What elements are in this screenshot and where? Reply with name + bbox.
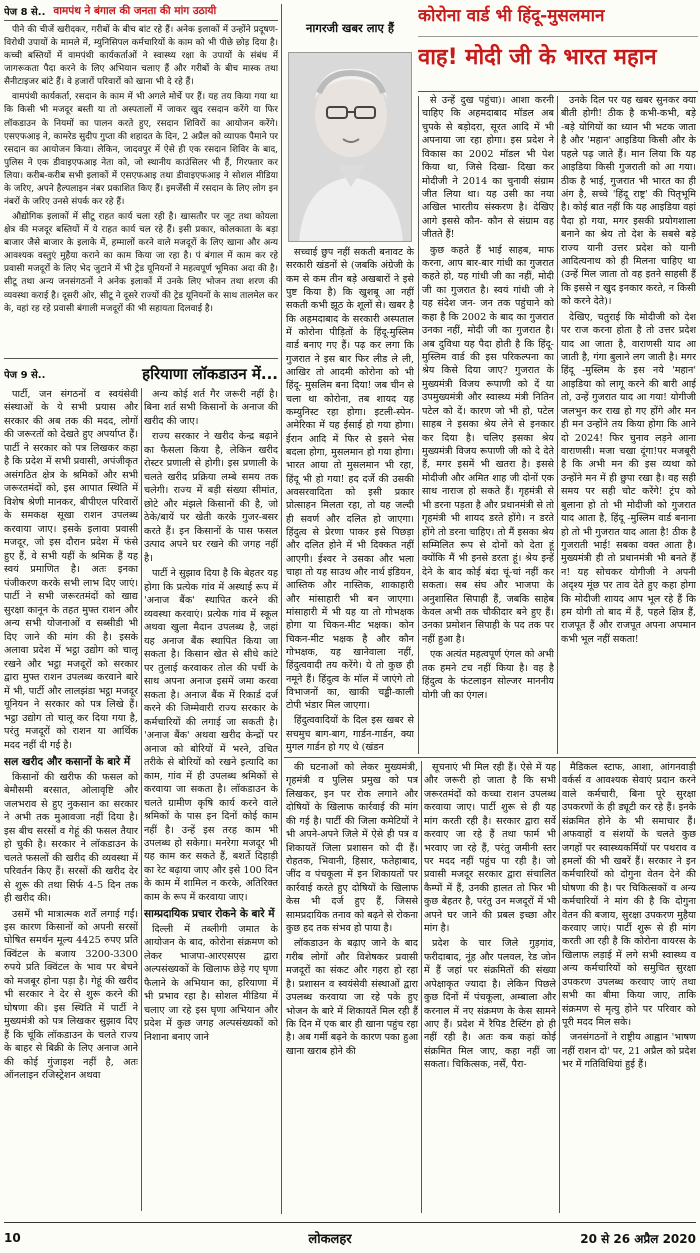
column-rule xyxy=(141,388,142,1211)
section-rule xyxy=(4,358,278,359)
article-body xyxy=(4,24,278,316)
paragraph: मैडिकल स्टाफ, आशा, आंगनवाड़ी वर्कर्स व आवश्यक सेवाएं प्रदान करने वाले कर्मचारी, बिना पूरे सुरक्षा उपकरणों के ही ड्यूटी कर रहे हैं। इनके संक्रमित होने के भी समाचार हैं। अफवाहों व संशयों के चलते कुछ जगहों पर स्वास्थ्यकर्मियों पर पथराव व हमलों की भी खबरें हैं। सरकार ने इन कर्मचारियों को दोगुना वेतन देने की घोषणा की है। पर चिकित्सकों व अन्य कर्मचारियों ने मांग की है कि दोगुना वेतन की बजाय, सुरक्षा उपकरण मुहैया करवाए जाएं। पार्टी शुरू से ही मांग करती आ रही है कि कोरोना वायरस के खिलाफ लड़ाई में लगे सभी स्वास्थ्य व अन्य कर्मचारियों को समुचित सुरक्षा उपकरण उपलब्ध करवाए जाएं तथा सभी का बीमा किया जाए, ताकि संक्रमण से मृत्यु होने पर परिवार को पूरी मदद मिल सके। xyxy=(562,762,696,1029)
left-top-article xyxy=(4,4,278,354)
paragraph: हिंदुत्ववादियों के दिल इस खबर से सचमुच बाग-बाग, गार्डन-गार्डन, क्या मुगल गार्डन हो गए थे (खंडन xyxy=(286,715,414,754)
paragraph: लॉकडाउन के बढ़ाए जाने के बाद गरीब लोगों और विशेषकर प्रवासी मजदूरों का संकट और गहरा हो रहा है। प्रशासन व स्वयंसेवी संस्थाओं द्वारा उपलब्ध करवाया जा रहे पके हुए भोजन के बारे में शिकायतें मिल रही हैं कि दिन में एक बार ही खाना पहुंच रहा है। अब गर्मी बढ़ने के कारण पका हुआ खाना खराब होने की xyxy=(286,938,418,1057)
continued-column-3 xyxy=(562,761,696,1213)
publication-name: लोकलहर xyxy=(308,1232,352,1247)
article-headline: हरियाणा लॉकडाउन में... xyxy=(142,365,278,383)
paragraph: राज्य सरकार ने खरीद केन्द्र बढ़ाने का फैसला किया है, लेकिन खरीद रोस्टर प्रणाली से होगी। इस प्रणाली के चलते खरीद प्रक्रिया लम्बे समय तक चलेगी। राज्य में बड़ी संख्या सीमांत, छोटे और मंझले किसानों की है, जो ठेके/बायें पर खेती करके गुजर-बसर करते हैं। इन किसानों के पास फसल उत्पाद अपने घर रखने की जगह नहीं है। xyxy=(144,431,278,564)
title-line-1: कोरोना वार्ड भी हिंदू-मुसलमान xyxy=(418,4,698,37)
column-body-2 xyxy=(422,94,554,754)
byline: नागरजी खबर लाए हैं xyxy=(306,20,394,35)
paragraph: सच्चाई छुप नहीं सकती बनावट के सरकारी खंडनों से (जबकि अंग्रेजी के कम से कम तीन बड़े अखबारों ने इसे पुष्ट किया है) कि खुशबू आ नहीं सकती कभी झूठ के शूलों से। खबर है कि अहमदाबाद के सरकारी अस्पताल में कोरोना पीड़ितों के हिंदू-मुस्लिम वार्ड बनाए गए हैं। पढ़ कर लगा कि गुजरात ने इस बार फिर लीड ले ली, आखिर तो आदमी कोरोना को भी हिंदू- मुसलिम बना दिया! जब चीन से चला था कोरोना, तब शायद यह कम्युनिस्ट रहा होगा। इटली-स्पेन-अमेरिका में यह ईसाई हो गया होगा। ईरान आदि में फिर से इसने भेस बदला होगा, मुसलमान हो गया होगा। भारत आया तो मुसलमान भी रहा, हिंदू भी हो गया! हद दर्जे की उसकी अवसरवादिता को इसी प्रकार प्रोत्साहन मिलता रहा, तो यह जल्दी ही सवर्ण और दलित हो जाएगा। हिंदुत्व से प्रेरणा पाकर इसे पिछड़ा और दलित होने में भी दिक्कत नहीं आएगी। ईश्वर ने उसका और भला चाहा तो यह साउथ और नार्थ इंडियन, आस्तिक और नास्तिक, शाकाहारी और मांसाहारी भी बन जाएगा। मांसाहारी में भी यह या तो गोभक्षक होगा या चिकन-मीट भक्षक। कोन चिकन-मीट भक्षक है और कौन गोभक्षक, यह खानेवाला नहीं, हिंदुत्ववादी तय करेंगे। ये तो कुछ ही नमूने हैं। हिंदुत्व के मॉल में जाएंगे तो विभाजनों का, खाकी चड्ढी-काली टोपी भंडार मिल जाएगा। xyxy=(286,247,414,712)
paragraph: पीने की चीजें खरीदकर, गरीबों के बीच बांट रहे हैं। अनेक इलाकों में उन्होंने प्रदूषण-विरोधी उपायों के मामले में, म्युनिसिपल कर्मचारियों के काम को भी पीछे छोड़ दिया है। कच्ची बस्तियों में वामपंथी कार्यकर्ताओं ने स्वास्थ्य रक्षा के उपायों के संबंध में जागरूकता पैदा करने के लिए अभियान चलाए हैं और गरीबों के बीच मास्क तथा सैनीटाइजर बांटे हैं। वे हजारों परिवारों को खाना भी दे रहे हैं। xyxy=(4,25,278,88)
paragraph: एक अत्यंत महत्वपूर्ण एंगल को अभी तक हमने टच नहीं किया है। वह है हिंदुत्व के फंटलाइन सोल्जर माननीय योगी जी का एंगल। xyxy=(422,649,554,701)
paragraph: की घटनाओं को लेकर मुख्यमंत्री, गृहमंत्री व पुलिस प्रमुख को पत्र लिखकर, इन पर रोक लगाने और दोषियों के खिलाफ कार्रवाई की मांग की गई है। पार्टी की जिला कमेटियों ने भी अपने-अपने जिले में ऐसे ही पत्र व शिकायतें जिला प्रशासन को दी हैं। रोहतक, भिवानी, हिसार, फतेहाबाद, जींद व पंचकूला में इन शिकायतों पर कार्रवाई करते हुए दोषियों के खिलाफ केस भी दर्ज हुए हैं, जिससे सामप्रदायिक तनाव को बढ़ने से रोकना कुछ हद तक संभव हो पाया है। xyxy=(286,762,418,935)
article-headline: वामपंथ ने बंगाल की जनता की मांग उठायी xyxy=(53,5,217,17)
paragraph: जनसंगठनों ने राष्ट्रीय आह्वान 'भाषण नहीं राशन दो' पर, 21 अप्रैल को प्रदेश भर में गतिविधियां हुई हैं। xyxy=(562,1032,696,1071)
paragraph: सूचनाएं भी मिल रही हैं। ऐसे में यह और जरूरी हो जाता है कि सभी जरूरतमंदों को कच्चा राशन उपलब्ध करवाया जाए। पार्टी शुरू से ही यह मांग करती रही है। सरकार द्वारा सर्वे करवाए जा रहे हैं तथा फार्म भी भरवाए जा रहे हैं, परंतु जमीनी स्तर पर मदद नहीं पहुंच पा रही है। जो प्रवासी मजदूर सरकार द्वारा संचालित कैम्पों में हैं, उनकी हालत तो फिर भी कुछ बेहतर है, परंतु उन मजदूरों में भी अपने घर जाने की प्रबल इच्छा और मांग है। xyxy=(424,762,556,935)
paragraph: पार्टी, जन संगठनों व स्वयंसेवी संस्थाओं के ये सभी प्रयास और सरकार की अब तक की मदद, लोगों की जरूरतों को देखते हुए अपर्याप्त हैं। पार्टी ने सरकार को पत्र लिखकर कहा है कि प्रदेश में सभी प्रवासी, अपंजीकृत असंगठित क्षेत्र के श्रमिकों और सभी जरूरतमंदों को, इस आपात स्थिति में विशेष श्रेणी मानकर, बीपीएल परिवारों के समकक्ष सूखा राशन उपलब्ध करवाया जाए। इसके इलावा प्रवासी मजदूर, जो इस दौरान प्रदेश में फंसे हुए हैं, वे सभी यहीं के श्रमिक हैं यह स्वयं प्रमाणित है। अतः इनका पंजीकरण करके सभी लाभ दिए जाएं। पार्टी ने सभी जरूरतमंदों को खाद्य सुरक्षा कानून के तहत मुफ्त राशन और अन्य सभी योजनाओं व सब्सीडी भी दिए जाने की मांग की है। इसके अलावा प्रदेश में भट्ठा उद्योग को चालू रखने और भट्ठा मजदूरों को सरकार द्वारा मुफ्त राशन उपलब्ध करवाने बारे में भी, पार्टी और लालझंडा भट्ठा मजदूर यूनियन ने सरकार को पत्र लिखे हैं। भट्ठा उद्योग तो चालू कर दिया गया है, परंतु मजदूरों को राशन या आर्थिक मदद नहीं दी गई है। xyxy=(4,389,138,751)
paragraph: देखिए, चतुराई कि मोदीजी को देश पर राज करना होता है तो उत्तर प्रदेश याद आ जाता है, वाराणसी याद आ जाती है, गंगा बुलाने लग जाती है। मगर हिंदू -मुस्लिम के इस नये 'महान' आइडिया को लागू करने की बारी आई तो, उन्हें गुजरात याद आ गया! योगीजी जलभुन कर राख हो गए होंगे और मन ही मन उन्होंने तय किया होगा कि आने दो 2024! फिर चुनाव लड़ने आना वाराणसी। मजा चखा दूंगा!पर मजबूरी है कि अभी मन की इस व्यथा को उन्होंने मन में ही छुपा रखा है। वह सही समय पर सही चोट करेंगे! ट्रंप को बुलाना हो तो भी मोदीजी को गुजरात याद आता है, हिंदू -मुस्लिम वार्ड बनाना हो तो भी गुजरात याद आता है! ठीक है गुजराती भाई! सबका वक्त आता है। मुख्यमंत्री ही तो प्रधानमंत्री भी बनते हैं न! यह सोचकर योगीजी ने अपनी अदृश्य मूंछ पर ताव देते हुए कहा होगा कि मोदीजी शायद आप भूल रहे हैं कि हम योगी तो बाद में हैं, पहले क्षित्र हैं, राजपूत हैं और राजपूत अपना अपमान कभी भूल नहीं सकता! xyxy=(561,311,696,645)
column-body-1 xyxy=(286,246,414,754)
paragraph: पार्टी ने सुझाव दिया है कि बेहतर यह होगा कि प्रत्येक गांव में अस्थाई रूप में 'अनाज बैंक' स्थापित करने की व्यवस्था करवाएं। प्रत्येक गांव में स्कूल अथवा खुला मैदान उपलब्ध है, जहां यह अनाज बैंक स्थापित किया जा सकता है। किसान खेत से सीधे कांटे पर तुलाई करवाकर तोल की पर्ची के साथ अपना अनाज इसमें जमा करवा सकता है। अनाज बैंक में रिकार्ड दर्ज करने की जिम्मेवारी राज्य सरकार के कर्मचारियों की लगाई जा सकती है। 'अनाज बैंक' अथवा खरीद केन्द्रों पर अनाज को बोरियों में भरने, उचित तरीके से बोरियों को रखने इत्यादि का काम, गांव में ही उपलब्ध श्रमिकों से करवाया जा सकता है। लॉकडाउन के चलते ग्रामीण कृषि कार्य करने वाले श्रमिकों के पास इन दिनों कोई काम नहीं है। उन्हें इस तरह काम भी उपलब्ध हो सकेगा। मनरेगा मजदूर भी यह काम कर सकते हैं, बशर्ते दिहाड़ी का रेट बढ़ाया जाए और इसे 100 दिन के काम में शामिल न करके, अतिरिक्त काम के रूप में करवाया जाए। xyxy=(144,568,278,903)
section-rule xyxy=(284,757,696,758)
paragraph: उनके दिल पर यह खबर सुनकर क्या बीती होगी! ठीक है कभी-कभी, बड़े -बड़े योगियों का ध्यान भी भटक जाता है और 'महान' आइडिया किसी और के पहले पढ़ जाते हैं। मान लिया कि यह आइडिया किसी गुजराती को आ गया। ठीक है भाई, गुजरात भी भारत का ही अंग है, सच्चे 'हिंदू राष्ट्र' की पितृभूमि है। कोई बात नहीं कि यह आइडिया वहां पैदा हो गया, मगर इसकी प्रयोगशाला बनाने का श्रेय तो देश के सबसे बड़े राज्य यानी उत्तर प्रदेश को यानी आदित्यनाथ को ही मिलना चाहिए था (उन्हें मिल जाता तो वह इतने साहसी हैं कि इससे न खुद इनकार करते, न किसी को करने देते)। xyxy=(561,95,696,308)
paragraph: से उन्हें दुख पहुंचा)। आशा करनी चाहिए कि अहमदाबाद मॉडल अब चुपके से बड़ोदरा, सूरत आदि में भी अपनाया जा रहा होगा। इस प्रदेश ने विकास का 2002 मॉडल भी पेश किया था, जिसे दिखा- दिखा कर मोदीजी ने 2014 का चुनावी संग्राम जीत लिया था। यह उसी का नया अखिल भारतीय संस्करण है। देखिए आगे इससे कौन- कौन से संग्राम वह जीतते हैं! xyxy=(422,95,554,241)
continued-kicker: पेज 8 से.. xyxy=(4,7,46,18)
haryana-column-1 xyxy=(4,388,138,1211)
paragraph: कुछ कहते हैं भाई साहब, माफ करना, आप बार-बार गांधी का गुजरात कहते हो, यह गांधी जी का नहीं, मोदी जी का गुजरात है। स्वयं गांधी जी ने यह संदेश जन- जन तक पहुंचाने को कहा है कि 2002 के बाद का गुजरात उनका नहीं, मोदी जी का गुजरात है। अब दुविधा यह पैदा होती है कि हिंदू- मुस्लिम वार्ड की इस परिकल्पना का श्रेय किसे दिया जाए? गुजरात के मुख्यमंत्री विजय रूपाणी को दें या उपमुख्यमंत्री और स्वास्थ्य मंत्री नितिन पटेल को दें। कारण जो भी हो, पटेल साहब ने इसका श्रेय लेने से इनकार कर दिया है। चलिए इसका श्रेय मुख्यमंत्री विजय रूपाणी जी को दे देते हैं, मगर इसमें भी खतरा है। इससे मोदीजी और अमित शाह जी दोनों एक साथ नाराज हो सकते हैं। गृहमंत्री से भी डरना पड़ता है और प्रधानमंत्री से तो गृहमंत्री भी शायद डरते होंगे। न डरते होंगे तो डरना चाहिए। तो मैं इसका श्रेय सम्मिलित रूप से दोनों को देता हूं क्योंकि मैं भी इनसे डरता हूं। श्रेय इन्हें देने के बाद कोई बंदा चूं-चां नहीं कर सकता। सब संघ और भाजपा के अनुशासित सिपाही हैं, जबकि साहेब केवल अभी तक चौकीदार बने हुए हैं। उनका प्रमोशन सिपाही के पद तक पर नहीं हुआ है। xyxy=(422,244,554,645)
paragraph: उसमें भी मात्रात्मक शर्तें लगाई गईं। इस कारण किसानों को अपनी सरसों घोषित समर्थन मूल्य 4425 रुपए प्रति क्विंटल के बजाय 3200-3300 रुपये प्रति क्विंटल के भाव पर बेचने को मजबूर होना पड़ा है। गेहूं की खरीद भी सरकार ने देर से शुरू करने की घोषणा की। इस स्थिति में पार्टी ने मुख्यमंत्री को पत्र लिखकर सुझाव दिए हैं कि चूंकि लॉकडाउन के चलते राज्य के बाहर से बिक्री के लिए अनाज आने की कोई गुंजाइश नहीं है, अतः ऑनलाइन रजिस्ट्रेशन अथवा xyxy=(4,908,138,1082)
haryana-header xyxy=(4,362,278,386)
paragraph: दिल्ली में तब्लीगी जमात के आयोजन के बाद, कोरोना संक्रमण को लेकर भाजपा-आरएसएस द्वारा अल्पसंख्यकों के खिलाफ छेड़े गए घृणा फैलाने के अभियान का, हरियाणा में भी प्रभाव रहा है। सोशल मीडिया में चलाए जा रहे इस घृणा अभियान और प्रदेश में कुछ जगह अल्पसंख्यकों को निशाना बनाए जाने xyxy=(144,924,278,1043)
column-rule xyxy=(418,96,419,754)
continued-column-2 xyxy=(424,761,556,1213)
paragraph: किसानों की खरीफ की फसल को बेमौसमी बरसात, ओलावृष्टि और जलभराव से हुए नुकसान का सरकार ने अभी तक मुआवजा नहीं दिया है। इस बीच सरसों व गेहूं की फसल तैयार हो चुकी है। सरकार ने लॉकडाउन के चलते फसलों की खरीद की व्यवस्था में परिवर्तन किए हैं। सरसों की खरीद देर से शुरू की तथा सिर्फ 4-5 दिन तक ही खरीद की। xyxy=(4,771,138,905)
paragraph: अन्य कोई शर्त गैर जरूरी नहीं है। बिना शर्त सभी किसानों के अनाज की खरीद की जाए। xyxy=(144,389,278,427)
paragraph: औद्योगिक इलाकों में सीटू राहत कार्य चला रही है। खासतौर पर जूट तथा कोयला क्षेत्र की मजदूर बस्तियों में ये राहत कार्य चल रहे हैं। इसी प्रकार, कोलकाता के बड़ा बाजार जैसे बाजार के इलाके में, हम्मालों करने वाले मजदूरों के लिए खाना और अन्य आवश्यक वस्तुएं मुहैया कराने का काम किया जा रहा है। पं बंगाल में काम कर रहे प्रवासी मजदूरों के लिए भेद जुटाने में भी ट्रेड यूनियनों ने महत्वपूर्ण भूमिका अदा की है। सीटू तथा अन्य जनसंगठनों ने अनेक इलाकों में उनके लिए भोजन तथा शरण की व्यवस्था कराई है। दूसरी ओर, सीटू ने दूसरे राज्यों की ट्रेड यूनियनों के साथ तालमेल कर के, वहां रह रहे प्रवासी बंगाली मजदूरों की भी सहायता दिलवाई है। xyxy=(4,212,278,314)
author-photo xyxy=(288,52,412,242)
footer-rule xyxy=(4,1222,696,1223)
continued-kicker: पेज 9 से.. xyxy=(4,370,46,381)
paragraph: वामपंथी कार्यकर्ता, रसदान के काम में भी अगले मोर्चे पर हैं। यह तय किया गया था कि किसी भी मजदूर बस्ती या तो अस्पतालों में जाकर खुद रसदान करेंगे या फिर लॉकडाउन के नियमों का पालन करते हुए, रसदान शिविरों का आयोजन करेंगे। एसएफआइ ने, कामरेड सुदीप गुप्ता की शहादत के दिन, 2 अप्रैल को व्यापक पैमाने पर रसदान का आयोजन किया। लेकिन, जादवपुर में ऐसे ही एक रसदान शिविर के बाद, पुलिस ने एक डीवाइएफआइ नेता को, जो स्थानीय काउंसिलर भी हैं, गिरफ्तार कर लिया। करीब-करीब सभी इलाकों में एसएफआइ तथा डीवाइएफआइ ने सोशल मीडिया के जरिए, अपने हैल्पलाइन नंबर प्रकाशित किए हैं। इमर्जेंसी में रसदान के लिए लोग इन नंबरों के जरिए उनसे संपर्क कर रहे हैं। xyxy=(4,92,278,208)
issue-date: 20 से 26 अप्रैल 2020 xyxy=(580,1231,696,1246)
page-number: 10 xyxy=(4,1231,21,1245)
column-rule xyxy=(557,96,558,754)
section-subhead: साम्प्रदायिक प्रचार रोकने के बारे में xyxy=(144,908,275,921)
title-line-2: वाह! मोदी जी के भारत महान xyxy=(418,45,657,70)
page-footer xyxy=(4,1228,696,1248)
column-rule xyxy=(559,761,560,1213)
paragraph: प्रदेश के चार जिले गुड़गांव, फरीदाबाद, नूंह और पलवल, रेड जोन में हैं जहां पर संक्रमितों की संख्या अपेक्षाकृत ज्यादा है। लेकिन पिछले कुछ दिनों में पंचकूला, अम्बाला और करनाल में नए संक्रमण के केस सामने आए हैं। प्रदेश में रैपिड टैस्टिंग हो ही नहीं रही है। अतः कब कहां कोई संक्रमित मिल जाए, कहा नहीं जा सकता। चिकित्सक, नर्सें, पैरा- xyxy=(424,938,556,1071)
column-title xyxy=(418,4,698,92)
continued-column-1 xyxy=(286,761,418,1213)
portrait-icon xyxy=(289,53,412,242)
column-rule xyxy=(281,4,282,1214)
haryana-column-2 xyxy=(144,388,278,1211)
column-rule xyxy=(421,761,422,1213)
section-subhead: सल खरीद और कसानों के बारे में xyxy=(4,756,131,769)
column-body-3 xyxy=(561,94,696,754)
